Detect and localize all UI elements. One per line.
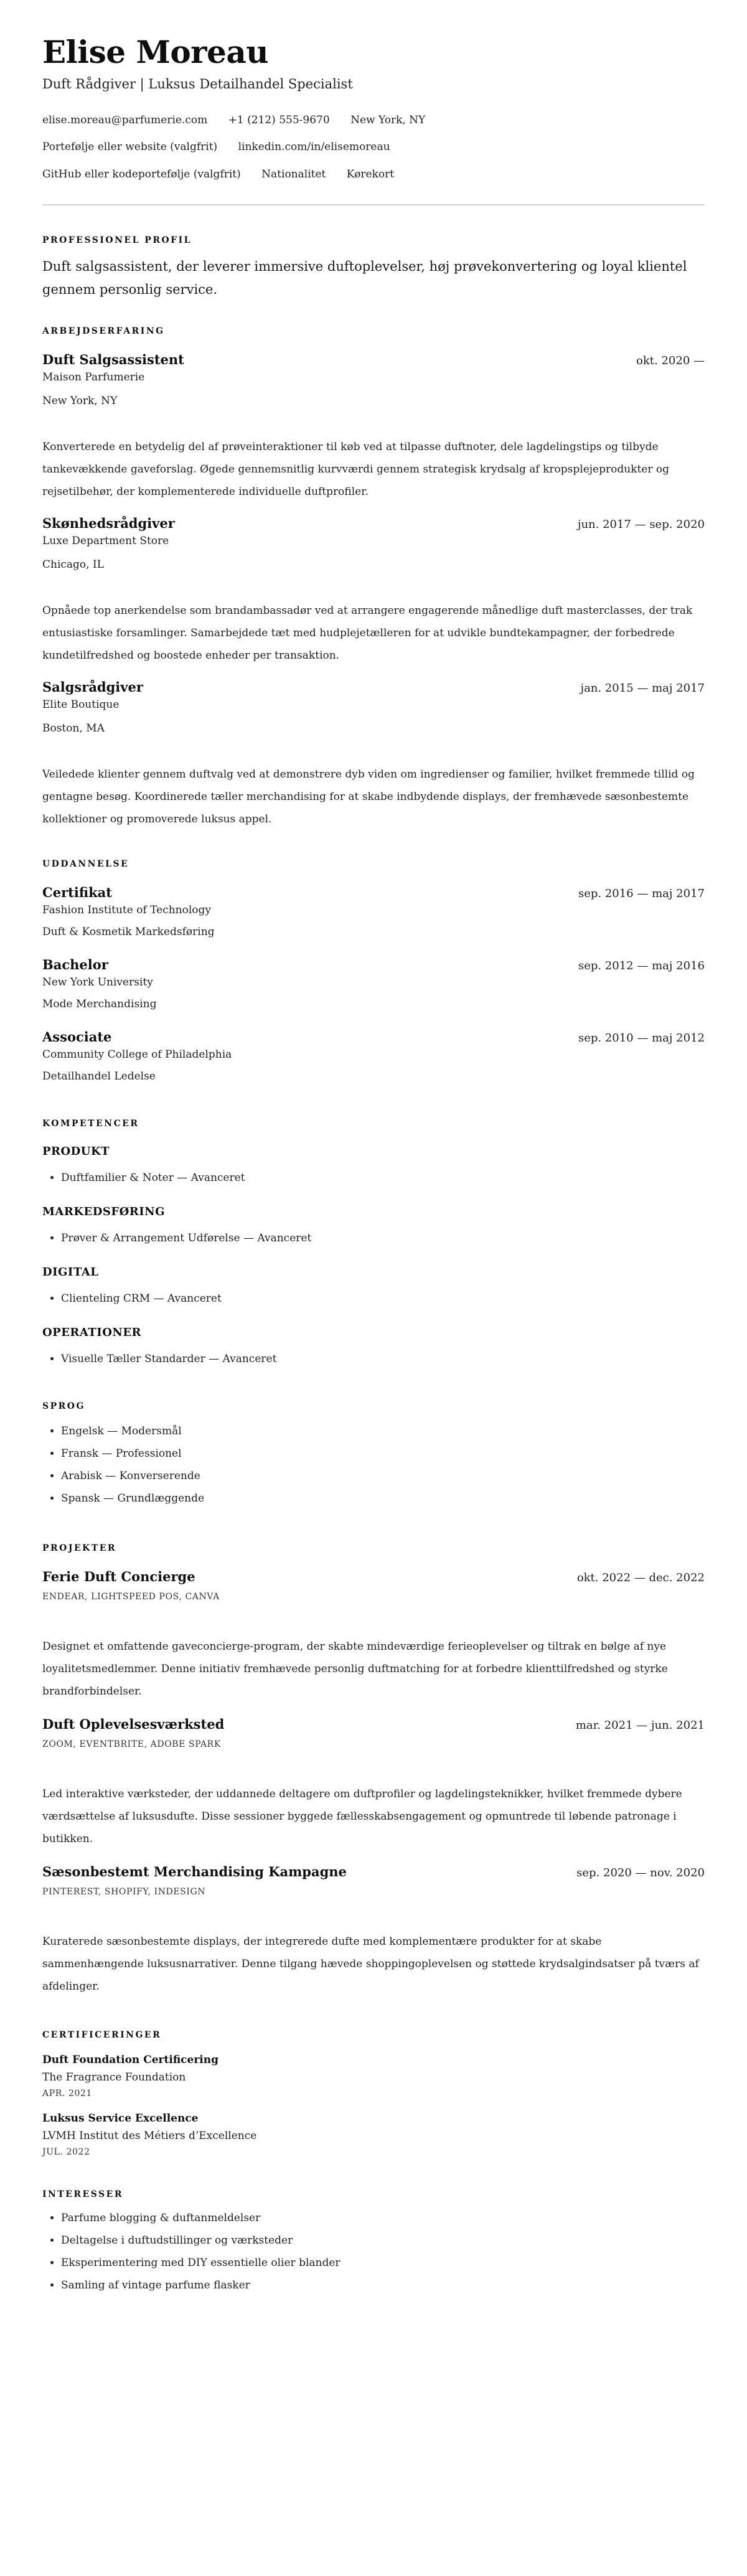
school: Fashion Institute of Technology	[42, 904, 212, 917]
certification-entry	[42, 2054, 705, 2099]
degree: Bachelor	[42, 957, 108, 973]
interests-section	[42, 2189, 705, 2296]
project-description: Designet et omfattende gaveconcierge-program, der skabte mindeværdige ferieoplevelser og tiltrak en bølge af nye loyalitetsmedlemmer. Denne initiativ fremhævede personlig duftmatching for at forbedre klienttilfredshed og styrke brandforbindelser.	[42, 1640, 668, 1698]
job-date: okt. 2020 —	[636, 354, 705, 368]
skill-category: DIGITAL	[42, 1266, 99, 1279]
interest-list	[42, 2207, 705, 2296]
certification-issuer: The Fragrance Foundation	[42, 2071, 186, 2084]
interest-item: • Deltagelse i duftudstillinger og værksteder	[61, 2229, 705, 2252]
project-date: okt. 2022 — dec. 2022	[576, 1571, 705, 1585]
job-company: Luxe Department Store	[42, 535, 169, 548]
language-item: • Arabisk — Konverserende	[61, 1465, 705, 1487]
skill-list	[42, 1167, 705, 1189]
section-title: INTERESSER	[42, 2189, 123, 2200]
certification-name: Luksus Service Excellence	[42, 2112, 199, 2125]
project-tech: PINTEREST, SHOPIFY, INDESIGN	[42, 1887, 206, 1897]
field-of-study: Detailhandel Ledelse	[42, 1070, 156, 1083]
language-item: • Spansk — Grundlæggende	[61, 1487, 705, 1510]
project-entry	[42, 1716, 705, 1850]
job-entry	[42, 679, 705, 830]
header-divider	[42, 204, 705, 205]
job-location: Chicago, IL	[42, 558, 104, 571]
interest-item: • Samling af vintage parfume flasker	[61, 2274, 705, 2296]
job-description: Konverterede en betydelig del af prøveinteraktioner til køb ved at tilpasse duftnoter, dele lagdelingstips og tilbyde tankevækkende gaveforslag. Øgede gennemsnitlig kurvværdi gennem strategisk krydsalg af kropsplejeprodukter og rejsetilbehør, der komplementerede individuelle duftprofiler.	[42, 441, 670, 499]
certification-date: JUL. 2022	[42, 2147, 90, 2158]
job-title: Salgsrådgiver	[42, 679, 143, 695]
headline: Duft Rådgiver | Luksus Detailhandel Specialist	[42, 77, 353, 92]
school: Community College of Philadelphia	[42, 1048, 232, 1061]
section-title: PROJEKTER	[42, 1543, 117, 1554]
project-tech: ZOOM, EVENTBRITE, ADOBE SPARK	[42, 1739, 221, 1750]
skill-group	[42, 1205, 705, 1249]
drivers-license: Kørekort	[346, 167, 395, 181]
certification-date: APR. 2021	[42, 2089, 93, 2099]
skill-group	[42, 1145, 705, 1189]
field-of-study: Mode Merchandising	[42, 998, 157, 1011]
section-title: CERTIFICERINGER	[42, 2030, 162, 2041]
skill-group	[42, 1266, 705, 1310]
nationality: Nationalitet	[261, 167, 326, 181]
project-description: Kuraterede sæsonbestemte displays, der integrerede dufte med komplementære produkter for at skabe sammenhængende luksusnarrativer. Denne tilgang hævede shoppingoplevelsen og støttede krydsalgindsatser på tværs af afdelinger.	[42, 1935, 699, 1993]
skill-item: • Duftfamilier & Noter — Avanceret	[61, 1167, 705, 1189]
education-section	[42, 859, 705, 1083]
education-date: sep. 2010 — maj 2012	[578, 1032, 705, 1045]
education-entry	[42, 957, 705, 1010]
experience-section	[42, 326, 705, 830]
profile-summary: Duft salgsassistent, der leverer immersive duftoplevelser, høj prøvekonvertering og loyal klientel gennem personlig service.	[42, 259, 687, 298]
resume-header	[42, 35, 705, 205]
certification-entry	[42, 2112, 705, 2157]
degree: Associate	[42, 1029, 112, 1045]
school: New York University	[42, 976, 153, 989]
skill-group	[42, 1326, 705, 1370]
skill-item: • Clienteling CRM — Avanceret	[61, 1287, 705, 1310]
section-title: SPROG	[42, 1401, 85, 1412]
job-description: Opnåede top anerkendelse som brandambassadør ved at arrangere engagerende månedlige duft masterclasses, der trak entusiastiske forsamlinger. Samarbejdede tæt med hudplejetælleren for at udvikle bundtekampagner, der forbedrede kundetilfredshed og boostede enheder per transaktion.	[42, 604, 693, 662]
job-title: Duft Salgsassistent	[42, 352, 184, 368]
linkedin-link[interactable]: linkedin.com/in/elisemoreau	[238, 141, 390, 154]
contact-line-2	[42, 141, 705, 153]
job-description: Veiledede klienter gennem duftvalg ved at demonstrere dyb viden om ingredienser og familier, hvilket fremmede tillid og gentagne besøg. Koordinerede tæller merchandising for at skabe indbydende displays, der fremhævede sæsonbestemte kollektioner og promoverede luksus appel.	[42, 768, 695, 826]
contact-line-1	[42, 114, 705, 126]
candidate-name: Elise Moreau	[42, 34, 269, 70]
language-item: • Engelsk — Modersmål	[61, 1420, 705, 1442]
skill-list	[42, 1227, 705, 1249]
education-entry	[42, 1029, 705, 1083]
skill-item: • Visuelle Tæller Standarder — Avanceret	[61, 1348, 705, 1370]
project-title: Ferie Duft Concierge	[42, 1569, 195, 1585]
project-title: Sæsonbestemt Merchandising Kampagne	[42, 1864, 347, 1880]
job-date: jun. 2017 — sep. 2020	[577, 518, 705, 532]
certifications-section	[42, 2030, 705, 2157]
skill-list	[42, 1348, 705, 1370]
project-date: mar. 2021 — jun. 2021	[575, 1719, 705, 1732]
job-entry	[42, 515, 705, 667]
interest-item: • Eksperimentering med DIY essentielle olier blander	[61, 2252, 705, 2274]
field-of-study: Duft & Kosmetik Markedsføring	[42, 926, 215, 939]
skill-category: MARKEDSFØRING	[42, 1205, 165, 1219]
projects-section	[42, 1543, 705, 1998]
project-title: Duft Oplevelsesværksted	[42, 1716, 225, 1732]
job-company: Maison Parfumerie	[42, 371, 145, 384]
education-date: sep. 2016 — maj 2017	[578, 887, 705, 901]
job-title: Skønhedsrådgiver	[42, 515, 175, 532]
skill-list	[42, 1287, 705, 1310]
contact-line-3	[42, 168, 705, 181]
language-list	[42, 1420, 705, 1510]
job-date: jan. 2015 — maj 2017	[580, 682, 705, 695]
certification-name: Duft Foundation Certificering	[42, 2054, 219, 2067]
project-tech: ENDEAR, LIGHTSPEED POS, CANVA	[42, 1592, 220, 1602]
portfolio-link[interactable]: Portefølje eller website (valgfrit)	[42, 141, 218, 154]
job-location: Boston, MA	[42, 722, 105, 735]
language-item: • Fransk — Professionel	[61, 1442, 705, 1465]
phone: +1 (212) 555-9670	[228, 114, 330, 126]
skill-item: • Prøver & Arrangement Udførelse — Avanceret	[61, 1227, 705, 1249]
github-link[interactable]: GitHub eller kodeportefølje (valgfrit)	[42, 167, 241, 181]
skill-category: PRODUKT	[42, 1145, 110, 1159]
languages-section	[42, 1401, 705, 1510]
project-description: Led interaktive værksteder, der uddannede deltagere om duftprofiler og lagdelingsteknikker, hvilket fremmede dybere værdsættelse af luksusdufte. Disse sessioner byggede fællesskabsengagement og opmuntrede til løbende patronage i butikken.	[42, 1788, 682, 1846]
education-entry	[42, 885, 705, 938]
skill-category: OPERATIONER	[42, 1326, 142, 1340]
section-title: KOMPETENCER	[42, 1119, 139, 1129]
education-date: sep. 2012 — maj 2016	[578, 959, 705, 973]
job-location: New York, NY	[42, 395, 118, 408]
project-date: sep. 2020 — nov. 2020	[576, 1866, 705, 1880]
project-entry	[42, 1569, 705, 1703]
project-entry	[42, 1864, 705, 1998]
skills-section	[42, 1119, 705, 1370]
email[interactable]: elise.moreau@parfumerie.com	[42, 114, 208, 126]
profile-section	[42, 235, 705, 301]
degree: Certifikat	[42, 885, 112, 901]
section-title: UDDANNELSE	[42, 859, 129, 870]
job-company: Elite Boutique	[42, 698, 120, 712]
certification-issuer: LVMH Institut des Métiers d’Excellence	[42, 2130, 257, 2143]
job-entry	[42, 352, 705, 503]
section-title: PROFESSIONEL PROFIL	[42, 235, 192, 246]
location: New York, NY	[350, 114, 426, 126]
section-title: ARBEJDSERFARING	[42, 326, 165, 337]
interest-item: • Parfume blogging & duftanmeldelser	[61, 2207, 705, 2229]
